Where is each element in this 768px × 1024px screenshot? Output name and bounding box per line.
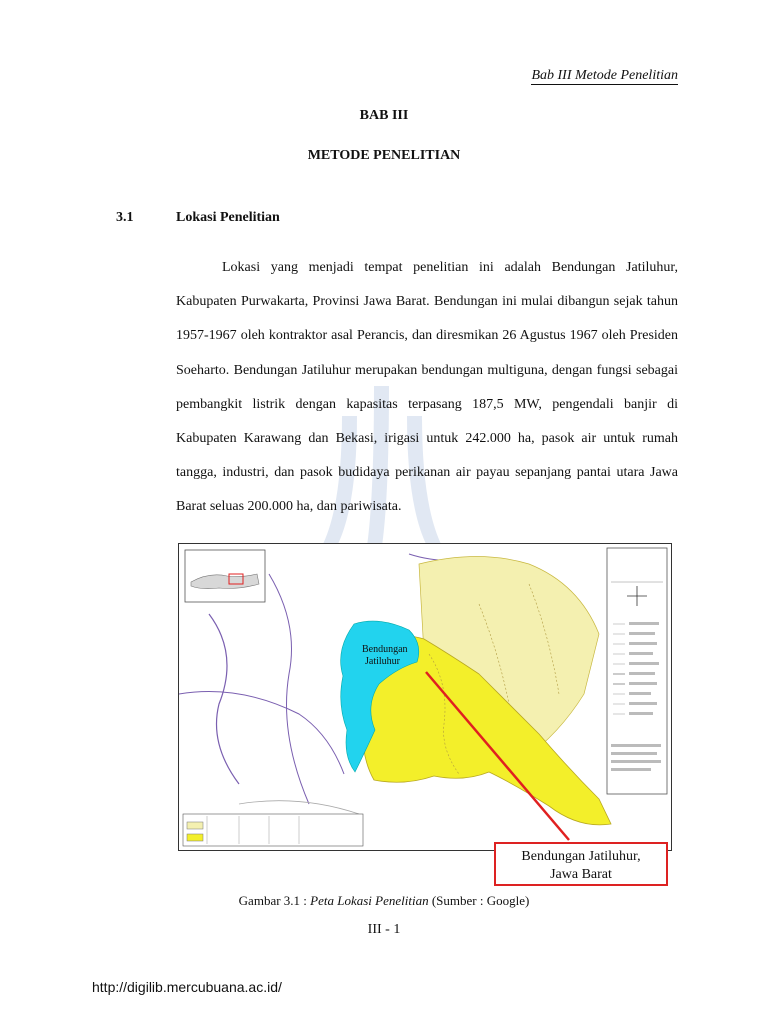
caption-title: Peta Lokasi Penelitian: [310, 893, 429, 908]
chapter-label: BAB III: [359, 108, 409, 123]
map-legend: [607, 548, 667, 794]
land-use-table: [183, 814, 363, 846]
body-paragraph: Lokasi yang menjadi tempat penelitian ini adalah Bendungan Jatiluhur, Kabupaten Purwakarta, Provinsi Jawa Barat. Bendungan ini mulai dibangun sejak tahun 1957-1967 oleh kontraktor asal Perancis, dan diresmikan 26 Agustus 1967 oleh Presiden Soeharto. Bendungan Jatiluhur merupakan bendungan multiguna, dengan fungsi sebagai pembangkit listrik dengan kapasitas terpasang 187,5 MW, pengendali banjir di Kabupaten Karawang dan Bekasi, irigasi untuk 242.000 ha, pasok air untuk rumah tangga, industri, dan pasok budidaya perikanan air payau sepanjang pantai utara Jawa Barat seluas 200.000 ha, dan pariwisata.: [176, 260, 678, 515]
location-callout: [494, 842, 668, 886]
section-number: 3.1: [116, 210, 134, 225]
chapter-title: METODE PENELITIAN: [307, 148, 461, 163]
callout-line1: Bendungan Jatiluhur,: [521, 849, 641, 864]
map-label-line1: Bendungan: [362, 644, 408, 655]
section-title: Lokasi Penelitian: [176, 210, 280, 225]
map-graphic: [179, 544, 671, 850]
running-header: Bab III Metode Penelitian: [531, 68, 678, 83]
figure-caption: [0, 893, 768, 909]
map-label-line2: Jatiluhur: [365, 656, 400, 667]
callout-line2: Jawa Barat: [550, 867, 612, 882]
caption-prefix: Gambar 3.1 :: [238, 893, 311, 908]
footer-url[interactable]: http://digilib.mercubuana.ac.id/: [92, 979, 282, 995]
caption-source: (Sumber : Google): [428, 893, 530, 908]
page-number: III - 1: [367, 922, 401, 937]
location-map: [178, 543, 672, 851]
